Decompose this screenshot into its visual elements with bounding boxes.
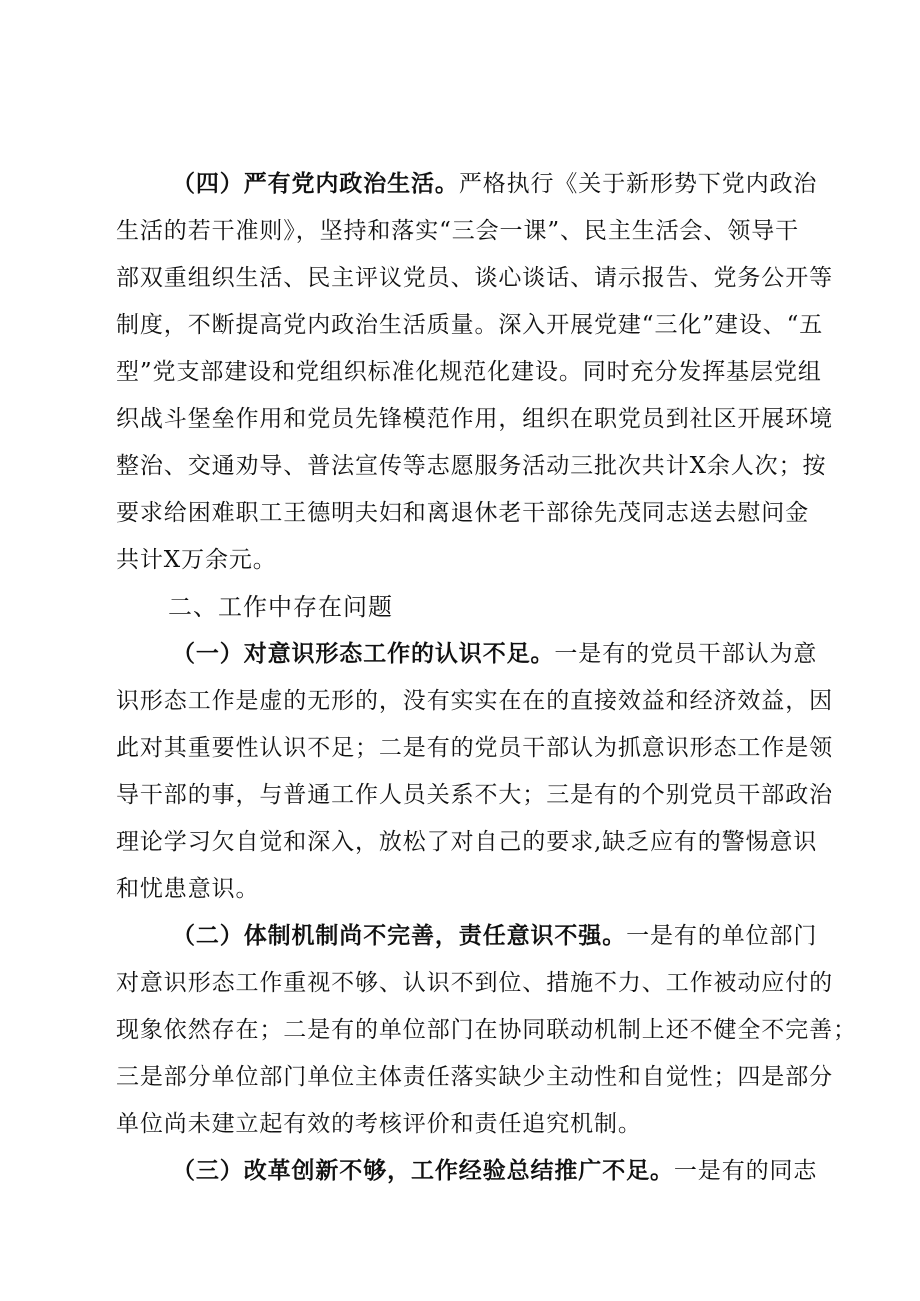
section-four-line-7: 整治、交通劝导、普法宣传等志愿服务活动三批次共计X余人次；按 [116, 453, 827, 479]
problem-three-title: （三）改革创新不够，工作经验总结推广不足。 [172, 1157, 674, 1184]
problem-one-title: （一）对意识形态工作的认识不足。 [172, 640, 555, 667]
section-four-line-5: 型”党支部建设和党组织标准化规范化建设。同时充分发挥基层党组 [116, 359, 822, 385]
problem-two-line-5: 单位尚未建立起有效的考核评价和责任追究机制。 [116, 1111, 642, 1137]
problem-one-line-2: 识形态工作是虚的无形的，没有实实在在的直接效益和经济效益，因 [116, 688, 833, 714]
section-four-line-3: 部双重组织生活、民主评议党员、谈心谈话、请示报告、党务公开等 [116, 265, 833, 291]
problem-two-title: （二）体制机制尚不完善，责任意识不强。 [172, 922, 627, 949]
problem-two-line-4: 三是部分单位部门单位主体责任落实缺少主动性和自觉性；四是部分 [116, 1064, 833, 1090]
problem-two-line-2: 对意识形态工作重视不够、认识不到位、措施不力、工作被动应付的 [116, 970, 833, 996]
problem-one-line-3: 此对其重要性认识不足；二是有的党员干部认为抓意识形态工作是领 [116, 735, 833, 761]
problem-three-line-1 [172, 1155, 817, 1187]
section-four-line-8: 要求给困难职工王德明夫妇和离退休老干部徐先茂同志送去慰问金 [116, 500, 810, 526]
section-four-title: （四）严有党内政治生活。 [172, 170, 459, 197]
section-four-text: 严格执行《关于新形势下党内政治 [458, 171, 818, 197]
section-four-line-2: 生活的若干准则》，坚持和落实“三会一课”、民主生活会、领导干 [116, 218, 800, 244]
problem-one-line-5: 理论学习欠自觉和深入，放松了对自己的要求,缺乏应有的警惕意识 [116, 829, 818, 855]
section-four-line-4: 制度，不断提高党内政治生活质量。深入开展党建“三化”建设、“五 [116, 312, 824, 338]
problem-two-text: 一是有的单位部门 [626, 923, 818, 949]
problem-two-line-3: 现象依然存在；二是有的单位部门在协同联动机制上还不健全不完善； [116, 1017, 857, 1043]
section-four-line-9: 共计X万余元。 [116, 547, 277, 573]
problem-one-line-4: 导干部的事，与普通工作人员关系不大；三是有的个别党员干部政治 [116, 782, 833, 808]
problem-three-text: 一是有的同志 [673, 1158, 818, 1184]
problem-one-line-6: 和忧患意识。 [116, 876, 260, 902]
section-four-line-6: 织战斗堡垒作用和党员先锋模范作用，组织在职党员到社区开展环境 [116, 406, 833, 432]
section-four-line-1 [172, 168, 817, 200]
problem-two-line-1 [172, 920, 817, 952]
section-heading-problems: 二、工作中存在问题 [168, 593, 393, 621]
problem-one-line-1 [172, 638, 817, 670]
problem-one-text: 一是有的党员干部认为意 [554, 641, 818, 667]
